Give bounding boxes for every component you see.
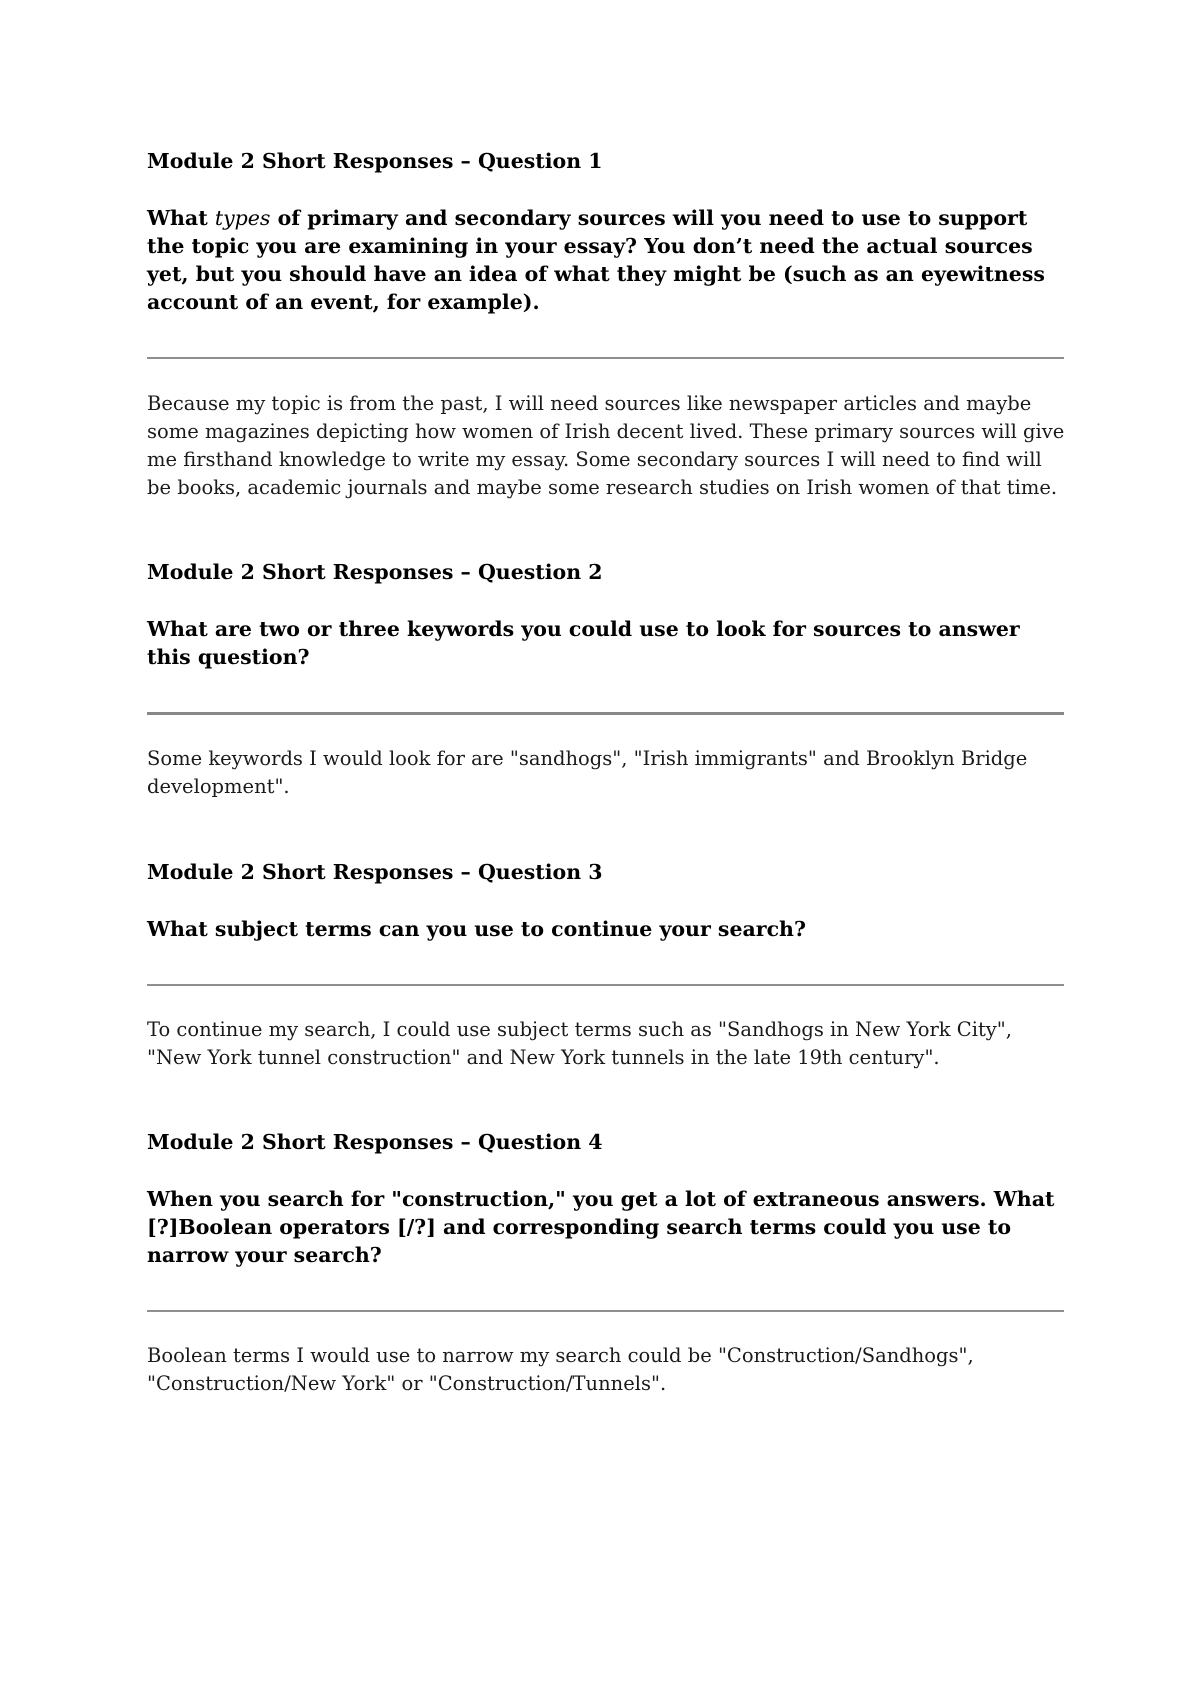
question-2-prompt: What are two or three keywords you could use to look for sources to answer this question? — [147, 617, 1020, 669]
question-1-prompt-rest: of primary and secondary sources will you need to use to support the topic you are examining in your essay? You don’t need the actual sources yet, but you should have an idea of what they might be (such as an eyewitness account of an event, for example). — [147, 206, 1045, 314]
question-4-answer: Boolean terms I would use to narrow my search could be "Construction/Sandhogs", "Construction/New York" or "Construction/Tunnels". — [147, 1344, 974, 1395]
question-1-prompt — [147, 204, 1067, 316]
response-divider-3 — [147, 984, 1064, 986]
response-divider-2 — [147, 712, 1064, 715]
question-1-prompt-start: What — [147, 206, 215, 230]
question-1-prompt-emphasis: types — [214, 206, 271, 230]
question-1-answer: Because my topic is from the past, I will need sources like newspaper articles and maybe some magazines depicting how women of Irish decent lived. These primary sources will give me firsthand knowledge to write my essay. Some secondary sources I will need to find will be books, academic journals and maybe some research studies on Irish women of that time. — [147, 392, 1065, 499]
question-3-answer: To continue my search, I could use subject terms such as "Sandhogs in New York City", "New York tunnel construction" and New York tunnels in the late 19th century". — [147, 1018, 1012, 1069]
question-1-heading: Module 2 Short Responses – Question 1 — [147, 149, 603, 173]
question-4-heading: Module 2 Short Responses – Question 4 — [147, 1130, 603, 1154]
question-2-heading: Module 2 Short Responses – Question 2 — [147, 560, 603, 584]
response-divider-1 — [147, 357, 1064, 359]
question-2-answer: Some keywords I would look for are "sandhogs", "Irish immigrants" and Brooklyn Bridge development". — [147, 747, 1028, 798]
response-divider-4 — [147, 1310, 1064, 1312]
question-3-heading: Module 2 Short Responses – Question 3 — [147, 860, 603, 884]
question-4-prompt: When you search for "construction," you get a lot of extraneous answers. What [?]Boolean operators [/?] and corresponding search terms could you use to narrow your search? — [147, 1187, 1055, 1267]
question-3-prompt: What subject terms can you use to continue your search? — [147, 917, 806, 941]
